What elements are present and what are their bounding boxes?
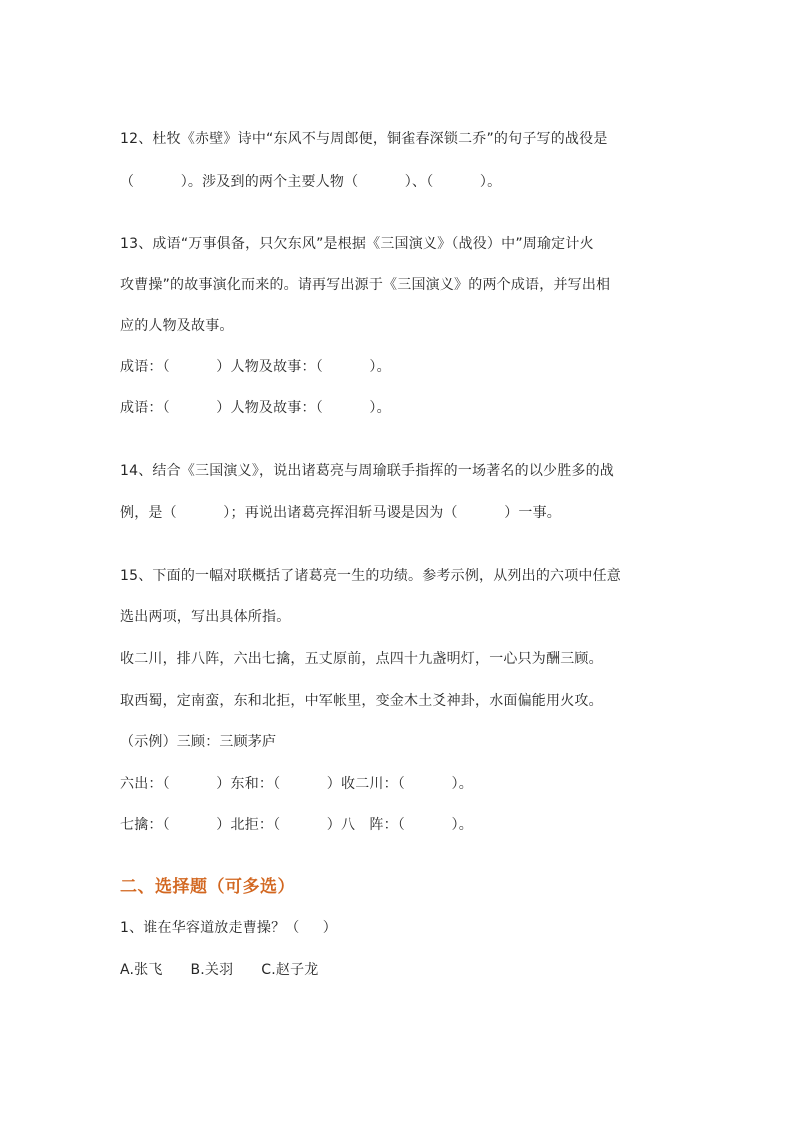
q15-example: （示例）三顾：三顾茅庐 <box>120 734 277 750</box>
q15-line-2: 选出两项，写出具体所指。 <box>120 609 291 625</box>
section-2-q1: 1、谁在华容道放走曹操？（ ） <box>120 920 337 936</box>
q14-line-1: 14、结合《三国演义》，说出诸葛亮与周瑜联手指挥的一场著名的以少胜多的战 <box>120 463 615 479</box>
section-2-heading: 二、选择题（可多选） <box>120 877 295 897</box>
q15-couplet-2: 取西蜀，定南蛮，东和北拒，中军帐里，变金木土爻神卦，水面偏能用火攻。 <box>120 693 603 709</box>
q13-line-3: 应的人物及故事。 <box>120 318 234 334</box>
q13-line-1: 13、成语“万事俱备，只欠东风”是根据《三国演义》（战役）中”周瑜定计火 <box>120 236 594 252</box>
q15-couplet-1: 收二川，排八阵，六出七擒，五丈原前，点四十九盏明灯，一心只为酬三顾。 <box>120 651 603 667</box>
q15-answer-2: 七擒：（ ）北拒：（ ）八 阵：（ ）。 <box>120 817 473 833</box>
section-2-q1-options: A.张飞 B.关羽 C.赵子龙 <box>120 962 319 978</box>
q15-answer-1: 六出：（ ）东和：（ ）收二川：（ ）。 <box>120 776 473 792</box>
q13-answer-2: 成语：（ ）人物及故事：（ ）。 <box>120 400 391 416</box>
q15-line-1: 15、下面的一幅对联概括了诸葛亮一生的功绩。参考示例，从列出的六项中任意 <box>120 568 622 584</box>
q12-line-1: 12、杜牧《赤壁》诗中“东风不与周郎便，铜雀春深锁二乔”的句子写的战役是 <box>120 131 608 147</box>
q13-line-2: 攻曹操”的故事演化而来的。请再写出源于《三国演义》的两个成语，并写出相 <box>120 277 611 293</box>
q12-line-2: （ ）。涉及到的两个主要人物（ ）、（ ）。 <box>120 174 502 190</box>
q13-answer-1: 成语：（ ）人物及故事：（ ）。 <box>120 359 391 375</box>
q14-line-2: 例，是（ ）；再说出诸葛亮挥泪斩马谡是因为（ ）一事。 <box>120 505 562 521</box>
